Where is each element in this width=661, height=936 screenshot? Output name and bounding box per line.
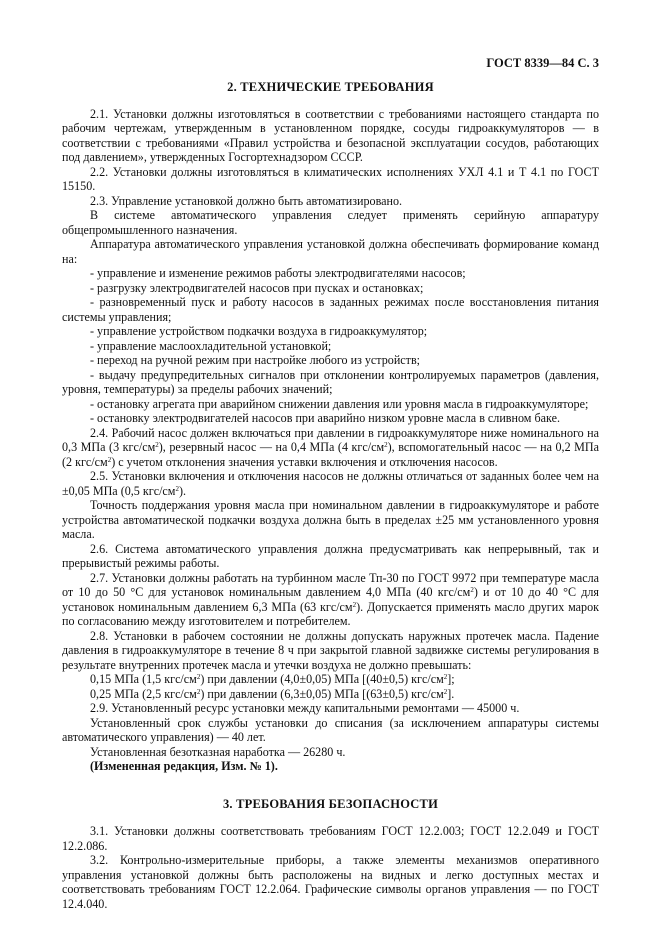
list-item: - управление и изменение режимов работы электродвигателями насосов; [90,266,466,280]
paragraph-2-7: 2.7. Установки должны работать на турбинном масле Тп-30 по ГОСТ 9972 при температуре масла от 10 до 50 °С для установок номинальным давлением 4,0 МПа (40 кгс/$см^2$) и от 10 до 40 °С для установок номинальным давлением 6,3 МПа (63 кгс/$см^2$). Допускается применять масло других марок по согласованию между изготовителем и потребителем. [62,570,599,628]
pressure-drop-line-2: 0,25 МПа (2,5 кгс/$см^2$) при давлении (6,3±0,05) МПа [(63±0,5) кгс/$см^2$]. [90,686,455,701]
section-2-title: 2. ТЕХНИЧЕСКИЕ ТРЕБОВАНИЯ [227,80,434,94]
list-item: - разновременный пуск и работу насосов в заданных режимах после восстановления питания системы управления; [62,295,599,324]
list-item: - остановку электродвигателей насосов при аварийно низком уровне масла в сливном баке. [90,411,560,425]
paragraph-2-5-accuracy: Точность поддержания уровня масла при номинальном давлении в гидроаккумуляторе и работе устройства автоматической подкачки воздуха должна быть в пределах ±25 мм установленного уровня масла. [62,498,599,541]
amendment-note: (Измененная редакция, Изм. № 1). [90,759,278,773]
paragraph-2-8: 2.8. Установки в рабочем состоянии не должны допускать наружных протечек масла. Падение давления в гидроаккумуляторе в течение 8 ч при закрытой главной задвижке системы регулирования в результате внутренних протечек масла и утечки воздуха не должно превышать: [62,628,599,672]
paragraph-2-6: 2.6. Система автоматического управления должна предусматривать как непрерывный, так и прерывистый режимы работы. [62,541,599,570]
paragraph-2-9-mtbf: Установленная безотказная наработка — 26280 ч. [90,744,346,759]
page-header: ГОСТ 8339—84 С. 3 [486,56,599,70]
pressure-drop-line-1: 0,15 МПа (1,5 кгс/$см^2$) при давлении (4,0±0,05) МПа [(40±0,5) кгс/$см^2$]; [90,672,455,686]
paragraph-3-2: 3.2. Контрольно-измерительные приборы, а также элементы механизмов оперативного управления установкой должны быть расположены на видных и легко доступных местах и соответствовать требованиям ГОСТ 12.2.064. Графические символы органов управления — по ГОСТ 12.4.040. [62,853,599,911]
paragraph-2-3-system: В системе автоматического управления следует применять серийную аппаратуру общепромышленного назначения. [62,208,599,237]
paragraph-2-3: 2.3. Управление установкой должно быть автоматизировано. [90,193,403,208]
page-content [62,80,599,911]
list-item: - выдачу предупредительных сигналов при отклонении контролируемых параметров (давления, уровня, температуры) за пределы рабочих значений; [62,367,599,396]
list-item: - управление устройством подкачки воздуха в гидроаккумулятор; [90,324,428,338]
list-item: - остановку агрегата при аварийном снижении давления или уровня масла в гидроаккумуляторе; [90,396,589,411]
paragraph-2-5: 2.5. Установки включения и отключения насосов не должны отличаться от заданных более чем на ±0,05 МПа (0,5 кгс/$см^2$). [62,469,599,498]
paragraph-2-1: 2.1. Установки должны изготовляться в соответствии с требованиями настоящего стандарта по рабочим чертежам, утвержденным в установленном порядке, сосуды гидроаккумуляторов — в соответствии с требованиями «Правил устройства и безопасной эксплуатации сосудов, работающих под давлением», утвержденных Госгортехнадзором СССР. [62,106,599,164]
paragraph-2-4: 2.4. Рабочий насос должен включаться при давлении в гидроаккумуляторе ниже номинального на 0,3 МПа (3 кгс/$см^2$), резервный насос — на 0,4 МПа (4 кгс/$см^2$), вспомогательный насос — на 0,2 МПа (2 кгс/$см^2$) с учетом отклонения значения уставки включения и отключения насосов. [62,425,600,469]
paragraph-2-9: 2.9. Установленный ресурс установки между капитальными ремонтами — 45000 ч. [90,701,520,715]
list-item: - переход на ручной режим при настройке любого из устройств; [90,353,421,367]
paragraph-2-3-commands: Аппаратура автоматического управления установкой должна обеспечивать формирование команд на: [62,237,599,266]
paragraph-2-9-service-life: Установленный срок службы установки до списания (за исключением аппаратуры системы автоматического управления) — 40 лет. [62,715,599,744]
paragraph-3-1: 3.1. Установки должны соответствовать требованиям ГОСТ 12.2.003; ГОСТ 12.2.049 и ГОСТ 12.2.086. [62,824,599,853]
list-item: - управление маслоохладительной установкой; [90,338,332,353]
list-item: - разгрузку электродвигателей насосов при пусках и остановках; [90,280,424,295]
section-3-title: 3. ТРЕБОВАНИЯ БЕЗОПАСНОСТИ [222,796,438,811]
paragraph-2-2: 2.2. Установки должны изготовляться в климатических исполнениях УХЛ 4.1 и Т 4.1 по ГОСТ 15150. [62,164,599,193]
